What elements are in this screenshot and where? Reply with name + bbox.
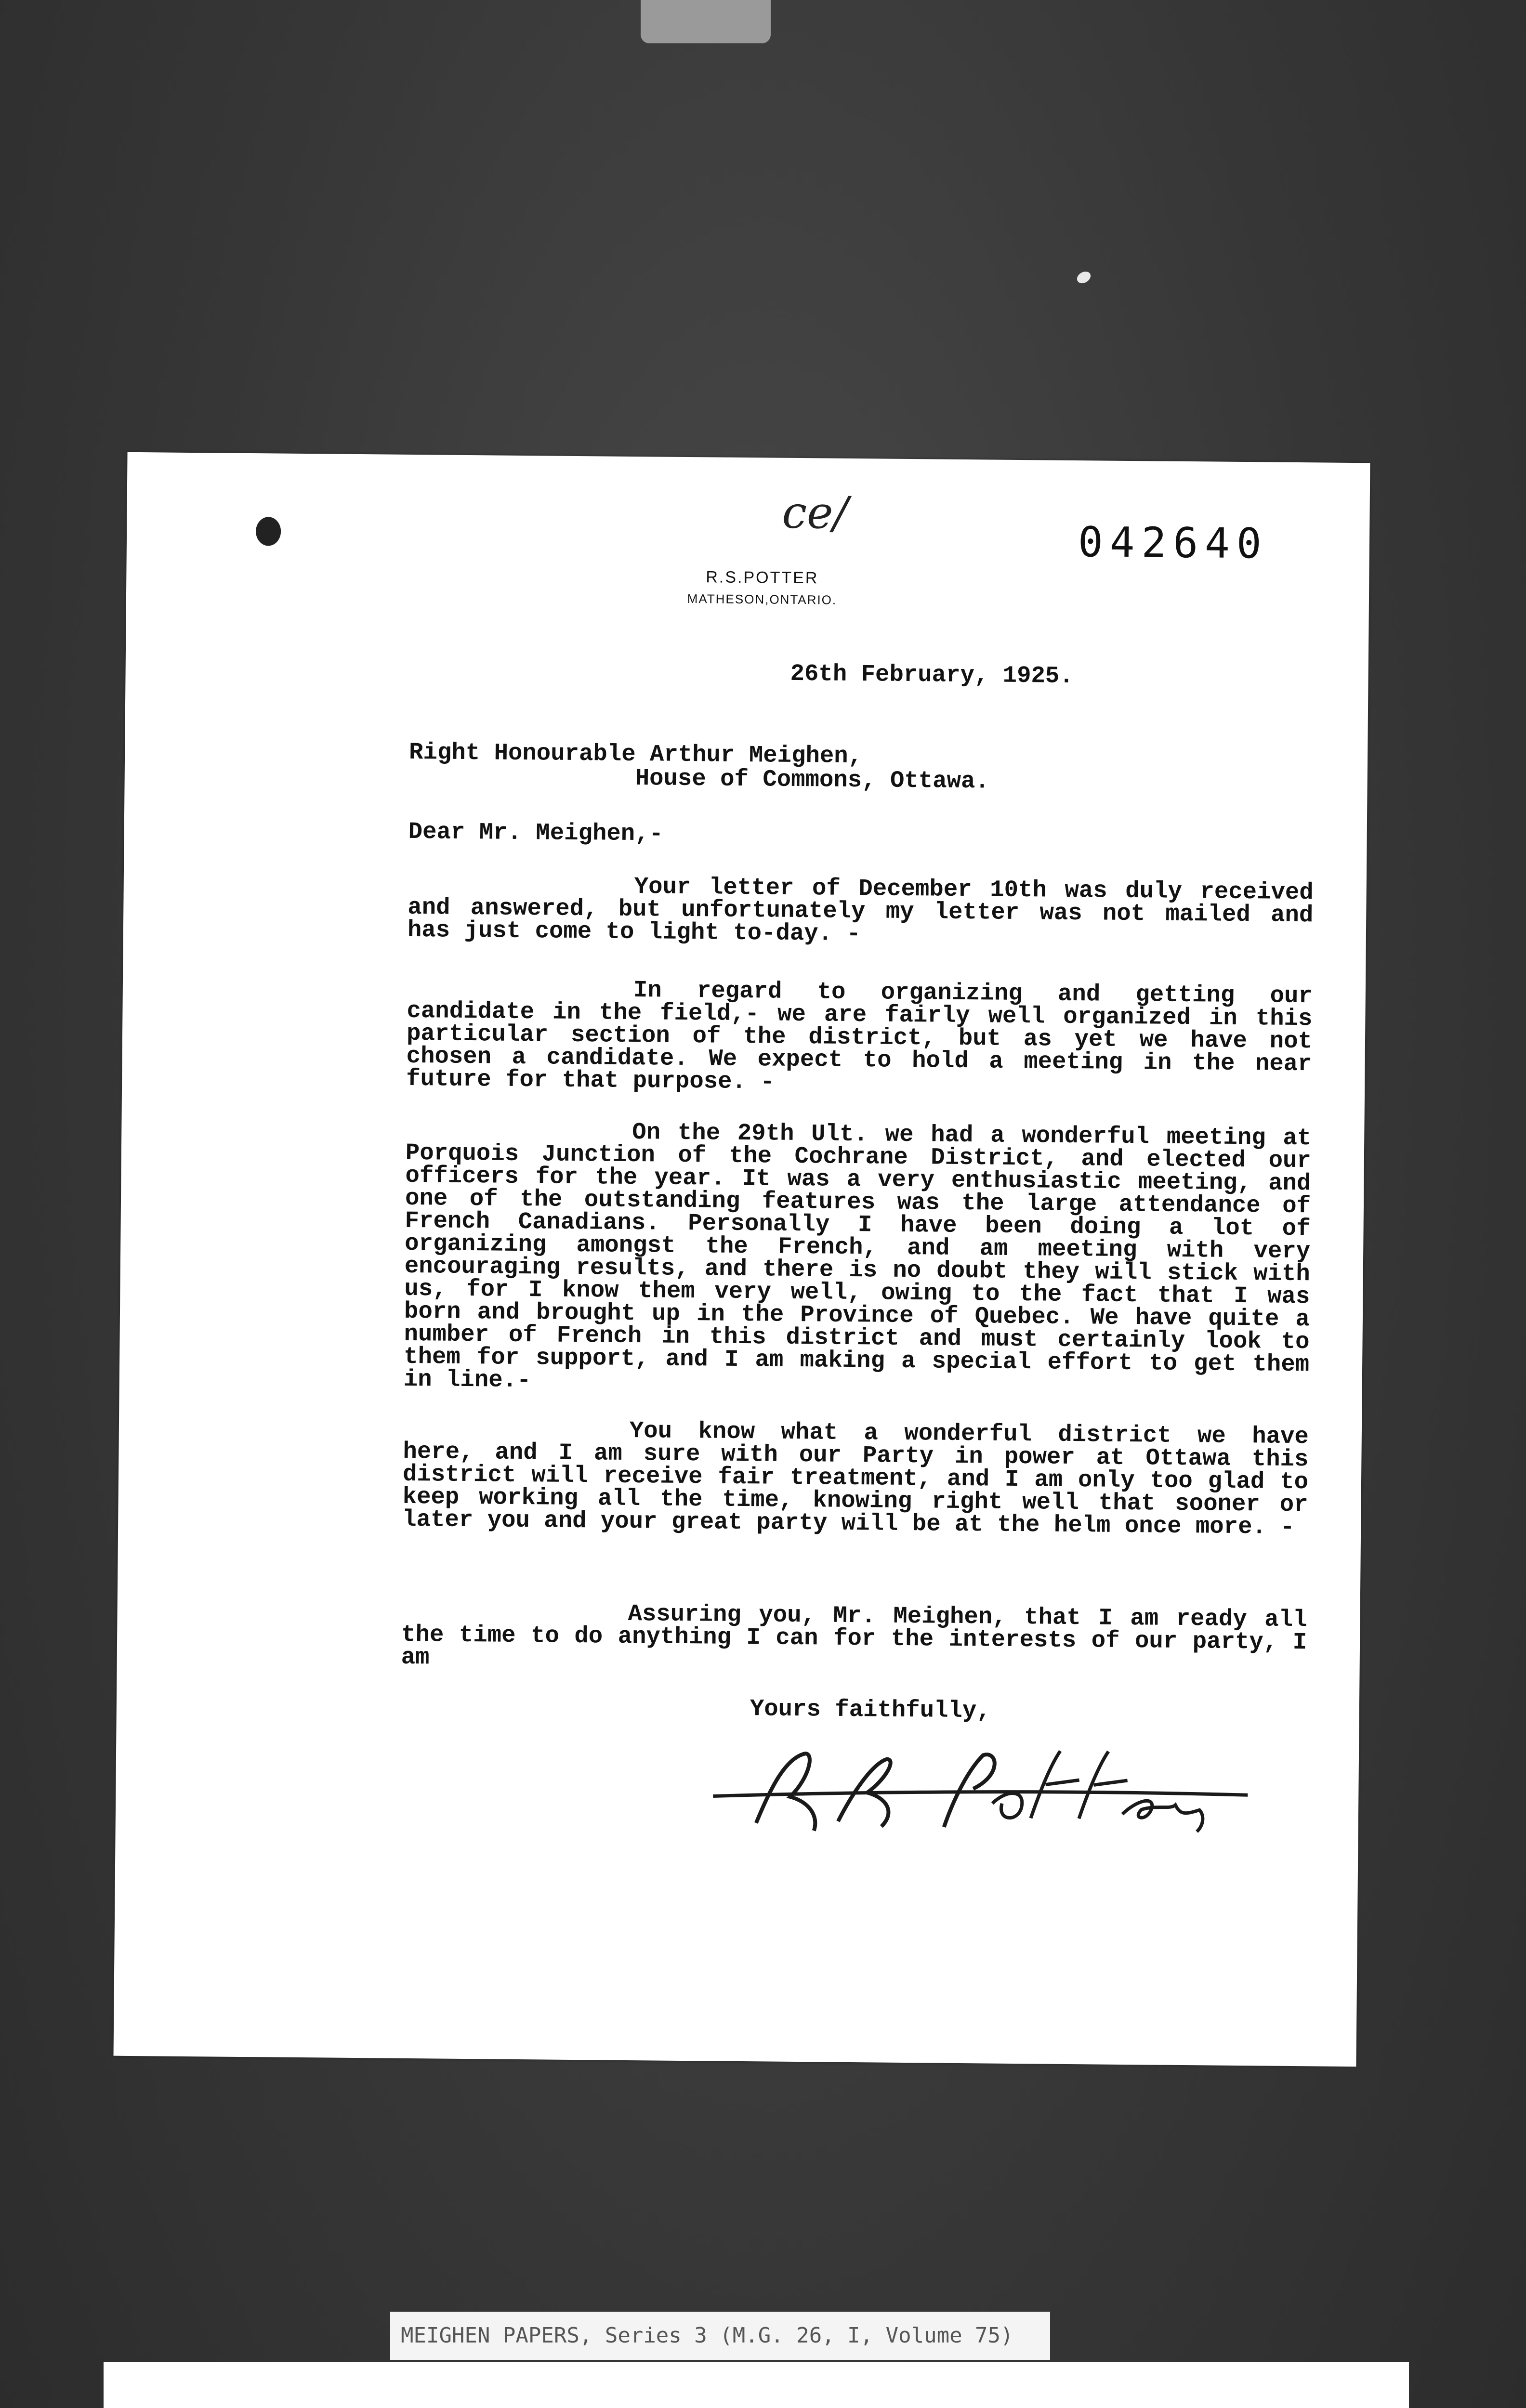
addressee-line-1: Right Honourable Arthur Meighen, <box>408 738 863 770</box>
archive-card <box>104 2362 1409 2408</box>
series-label: MEIGHEN PAPERS, Series 3 (M.G. 26, I, Volume 75) <box>390 2312 1050 2360</box>
addressee-line-2: House of Commons, Ottawa. <box>635 765 990 795</box>
handwritten-mark: ce/ <box>782 486 848 539</box>
punch-hole <box>256 517 281 546</box>
paragraph: On the 29th Ult. we had a wonderful meeting at Porquois Junction of the Cochrane District, and elected our officers for the year. It was a very enthusiastic meeting, and one of the outstanding features was the large attendance of French Canadians. Personally I have been doing a lot of organizing amongst the French, and am meeting with very encouraging results, and there is no doubt they will stick with us, for I know them very well, owing to the fact that I was born and brought up in the Province of Quebec. We have quite a number of French in this district and must certainly look to them for support, and I am making a special effort to get them in line.- <box>403 1119 1312 1394</box>
letterhead-name: R.S.POTTER <box>706 568 819 588</box>
closing: Yours faithfully, <box>750 1695 991 1725</box>
paragraph: Assuring you, Mr. Meighen, that I am ready all the time to do anything I can for the interests of our party, I am <box>401 1600 1307 1671</box>
letterhead-location: MATHESON,ONTARIO. <box>687 591 837 607</box>
signature-image <box>693 1728 1272 1858</box>
binder-clip <box>641 0 771 43</box>
letter-date: 26th February, 1925. <box>790 660 1074 690</box>
letterhead <box>637 567 888 608</box>
reference-number: 042640 <box>1078 518 1269 568</box>
paragraph: You know what a wonderful district we have here, and I am sure with our Party in power at Ottawa this district will receive fair treatment, and I am only too glad to keep working all the time, knowing right well that sooner or later you and your great party will be at the helm once more. - <box>402 1417 1309 1541</box>
paragraph: Your letter of December 10th was duly received and answered, but unfortunately my letter was not mailed and has just come to light to-day. - <box>407 873 1314 948</box>
letter-sheet <box>114 452 1370 2067</box>
salutation: Dear Mr. Meighen,- <box>408 818 664 848</box>
paragraph: In regard to organizing and getting our candidate in the field,- we are fairly well organized in this particular section of the district, but as yet we have not chosen a candidate. We expect to hold a meeting in the near future for that purpose. - <box>406 977 1313 1096</box>
